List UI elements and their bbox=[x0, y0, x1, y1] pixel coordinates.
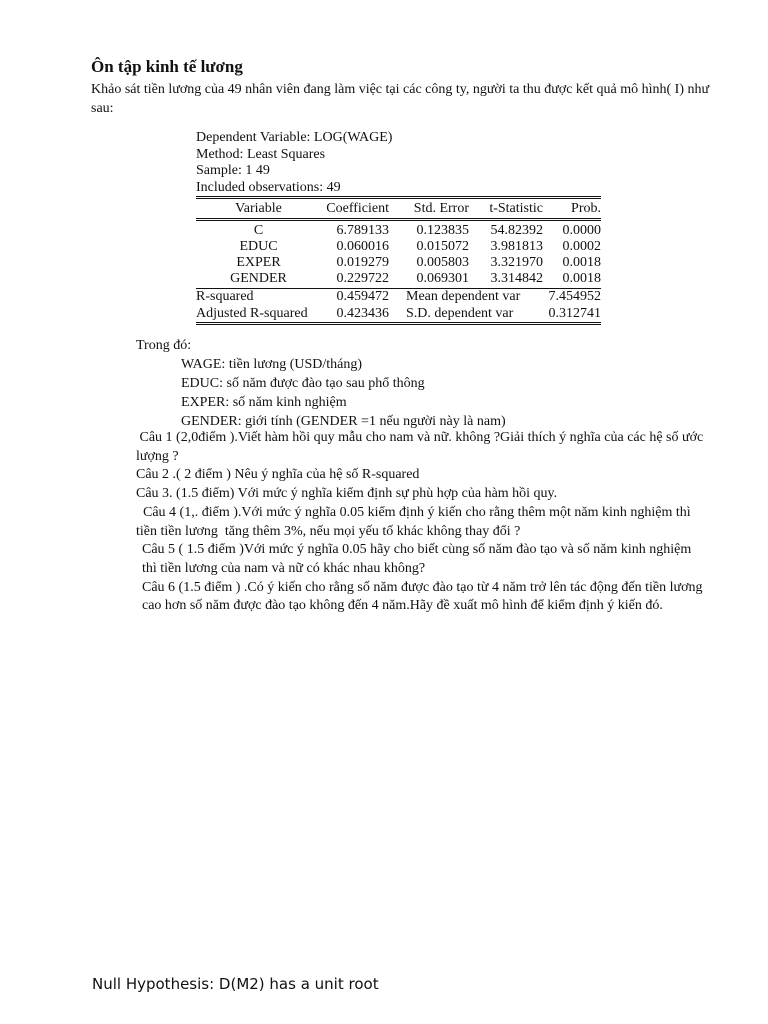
header-prob: Prob. bbox=[543, 198, 601, 220]
header-variable: Variable bbox=[196, 198, 321, 220]
row-std-error: 0.005803 bbox=[416, 255, 469, 270]
row-t-statistic: 3.981813 bbox=[490, 239, 543, 254]
row-coefficient: 6.789133 bbox=[336, 223, 389, 238]
row-prob: 0.0018 bbox=[543, 271, 601, 289]
header-coefficient: Coefficient bbox=[321, 198, 389, 220]
question-item: Câu 5 ( 1.5 điểm )Với mức ý nghĩa 0.05 hãy cho biết cùng số năm đào tạo và số năm kinh nghiệm thì tiền lương của nam và nữ có khác nhau không? bbox=[142, 542, 692, 576]
row-coefficient: 0.060016 bbox=[336, 239, 389, 254]
row-prob: 0.0002 bbox=[562, 239, 601, 254]
table-header-row bbox=[196, 198, 601, 220]
stats-row bbox=[196, 306, 601, 324]
question-item: Câu 2 .( 2 điểm ) Nêu ý nghĩa của hệ số R-squared bbox=[136, 467, 420, 483]
regression-header bbox=[196, 130, 392, 196]
row-variable: EXPER bbox=[236, 255, 281, 270]
row-prob: 0.0000 bbox=[562, 223, 601, 238]
definition-item: EDUC: số năm được đào tạo sau phổ thông bbox=[181, 376, 425, 391]
row-coefficient: 0.019279 bbox=[336, 255, 389, 270]
observations-line: Included observations: 49 bbox=[196, 179, 341, 195]
row-prob: 0.0018 bbox=[562, 255, 601, 270]
stat-value: 0.312741 bbox=[543, 306, 601, 324]
question-list bbox=[136, 429, 706, 616]
row-t-statistic: 3.321970 bbox=[490, 255, 543, 270]
question-item: Câu 4 (1,. điểm ).Với mức ý nghĩa 0.05 kiểm định ý kiến cho rằng thêm một năm kinh nghiệm thì tiền tiền lương tăng thêm 3%, nếu mọi yếu tố khác không thay đổi ? bbox=[136, 504, 695, 539]
definition-item: WAGE: tiền lương (USD/tháng) bbox=[181, 357, 363, 372]
intro-paragraph: Khảo sát tiền lương của 49 nhân viên đang làm việc tại các công ty, người ta thu được kết quả mô hình( I) như sau: bbox=[91, 82, 710, 116]
variable-definitions bbox=[136, 336, 506, 431]
row-std-error: 0.069301 bbox=[389, 271, 469, 289]
stats-row bbox=[196, 289, 601, 306]
table-row bbox=[196, 271, 601, 289]
question-item: Câu 3. (1.5 điểm) Với mức ý nghĩa kiểm định sự phù hợp của hàm hồi quy. bbox=[136, 486, 558, 502]
stat-label: Adjusted R-squared bbox=[196, 306, 321, 324]
row-t-statistic: 54.82392 bbox=[490, 223, 543, 238]
header-std-error: Std. Error bbox=[389, 198, 469, 220]
definition-item: GENDER: giới tính (GENDER =1 nếu người này là nam) bbox=[181, 414, 506, 429]
row-variable: C bbox=[253, 223, 264, 238]
row-variable: EDUC bbox=[239, 239, 278, 254]
stat-value: 7.454952 bbox=[548, 289, 601, 305]
method-line: Method: Least Squares bbox=[196, 146, 326, 162]
row-variable: GENDER bbox=[196, 271, 321, 289]
stat-label: R-squared bbox=[196, 289, 254, 305]
stat-label: S.D. dependent var bbox=[389, 306, 543, 324]
definitions-heading: Trong đó: bbox=[136, 338, 192, 353]
stat-label: Mean dependent var bbox=[406, 289, 521, 305]
table-row bbox=[196, 239, 601, 255]
regression-table bbox=[196, 196, 601, 325]
stat-value: 0.423436 bbox=[321, 306, 389, 324]
row-t-statistic: 3.314842 bbox=[469, 271, 543, 289]
row-coefficient: 0.229722 bbox=[321, 271, 389, 289]
question-item: Câu 1 (2,0điểm ).Viết hàm hồi quy mẫu cho nam và nữ. không ?Giải thích ý nghĩa của các hệ số ước lượng ? bbox=[136, 430, 707, 464]
row-std-error: 0.123835 bbox=[416, 223, 469, 238]
header-t-statistic: t-Statistic bbox=[469, 198, 543, 220]
table-row bbox=[196, 255, 601, 271]
question-item: Câu 6 (1.5 điểm ) .Có ý kiến cho rằng số năm được đào tạo từ 4 năm trở lên tác động đến tiền lương cao hơn số năm được đào tạo không đến 4 năm.Hãy đề xuất mô hình để kiểm định ý kiến đó. bbox=[142, 579, 703, 614]
footer-line: Null Hypothesis: D(M2) has a unit root bbox=[92, 975, 379, 993]
definition-item: EXPER: số năm kinh nghiệm bbox=[181, 395, 347, 410]
sample-line: Sample: 1 49 bbox=[196, 163, 270, 178]
page-title: Ôn tập kinh tế lương bbox=[91, 57, 243, 76]
table-row bbox=[196, 220, 601, 240]
dependent-variable-line: Dependent Variable: LOG(WAGE) bbox=[196, 130, 393, 145]
stat-value: 0.459472 bbox=[336, 289, 389, 305]
row-std-error: 0.015072 bbox=[416, 239, 469, 254]
